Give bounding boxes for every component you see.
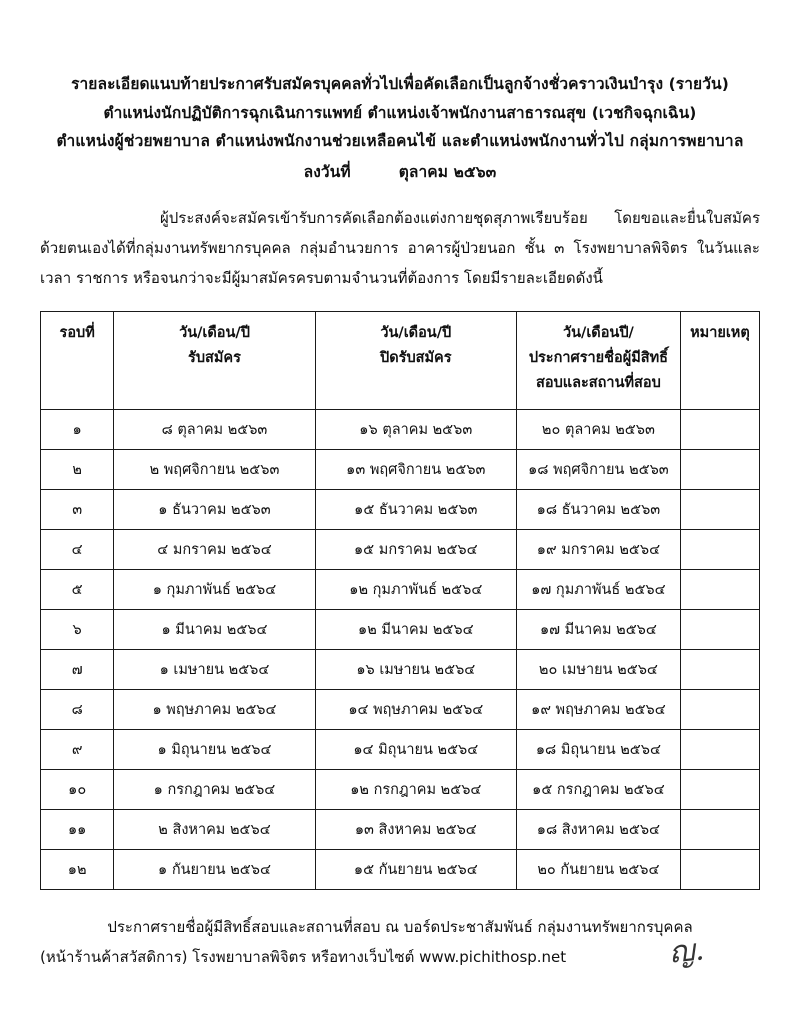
cell-open: ๒ พฤศจิกายน ๒๕๖๓ bbox=[114, 449, 315, 489]
cell-note bbox=[680, 689, 759, 729]
intro-line-2: ด้วยตนเองได้ที่กลุ่มงานทรัพยากรบุคคล กลุ่มอำนวยการ อาคารผู้ป่วยนอก ชั้น ๓ โรงพยาบาลพิจิตร ในวันและเวลา bbox=[40, 238, 760, 287]
date-prefix-label: ลงวันที่ bbox=[303, 163, 351, 182]
cell-announce: ๑๗ มีนาคม ๒๕๖๔ bbox=[516, 609, 680, 649]
cell-announce: ๒๐ ตุลาคม ๒๕๖๓ bbox=[516, 409, 680, 449]
cell-round: ๑ bbox=[41, 409, 114, 449]
table-row bbox=[41, 609, 760, 649]
cell-close: ๑๒ มีนาคม ๒๕๖๔ bbox=[315, 609, 516, 649]
cell-open: ๑ ธันวาคม ๒๕๖๓ bbox=[114, 489, 315, 529]
cell-round: ๑๑ bbox=[41, 809, 114, 849]
cell-announce: ๑๘ พฤศจิกายน ๒๕๖๓ bbox=[516, 449, 680, 489]
cell-close: ๑๔ มิถุนายน ๒๕๖๔ bbox=[315, 729, 516, 769]
table-row bbox=[41, 409, 760, 449]
cell-open: ๑ กุมภาพันธ์ ๒๕๖๔ bbox=[114, 569, 315, 609]
cell-round: ๑๒ bbox=[41, 849, 114, 889]
cell-close: ๑๒ กุมภาพันธ์ ๒๕๖๔ bbox=[315, 569, 516, 609]
cell-round: ๖ bbox=[41, 609, 114, 649]
table-row bbox=[41, 769, 760, 809]
cell-open: ๑ เมษายน ๒๕๖๔ bbox=[114, 649, 315, 689]
cell-close: ๑๖ ตุลาคม ๒๕๖๓ bbox=[315, 409, 516, 449]
footer-line-1: ประกาศรายชื่อผู้มีสิทธิ์สอบและสถานที่สอบ ณ บอร์ดประชาสัมพันธ์ กลุ่มงานทรัพยากรบุคคล bbox=[107, 917, 693, 936]
cell-open: ๑ พฤษภาคม ๒๕๖๔ bbox=[114, 689, 315, 729]
cell-close: ๑๓ พฤศจิกายน ๒๕๖๓ bbox=[315, 449, 516, 489]
intro-line-1: ผู้ประสงค์จะสมัครเข้ารับการคัดเลือกต้องแต่งกายชุดสุภาพเรียบร้อย โดยขอและยื่นใบสมัคร bbox=[160, 208, 760, 227]
footer-line-2: (หน้าร้านค้าสวัสดิการ) โรงพยาบาลพิจิตร หรือทางเว็บไซต์ www.pichithosp.net bbox=[40, 947, 567, 966]
cell-close: ๑๕ มกราคม ๒๕๖๔ bbox=[315, 529, 516, 569]
cell-round: ๔ bbox=[41, 529, 114, 569]
header-line-3: ตำแหน่งผู้ช่วยพยาบาล ตำแหน่งพนักงานช่วยเหลือคนไข้ และตำแหน่งพนักงานทั่วไป กลุ่มการพยาบาล bbox=[56, 132, 744, 151]
intro-line-3: ราชการ หรือจนกว่าจะมีผู้มาสมัครครบตามจำนวนที่ต้องการ โดยมีรายละเอียดดังนี้ bbox=[75, 268, 603, 287]
document-footer bbox=[40, 912, 760, 972]
cell-close: ๑๕ ธันวาคม ๒๕๖๓ bbox=[315, 489, 516, 529]
date-value: ตุลาคม ๒๕๖๓ bbox=[398, 163, 497, 182]
cell-close: ๑๖ เมษายน ๒๕๖๔ bbox=[315, 649, 516, 689]
header-line-1: รายละเอียดแนบท้ายประกาศรับสมัครบุคคลทั่วไปเพื่อคัดเลือกเป็นลูกจ้างชั่วคราวเงินบำรุง (รายวัน) bbox=[71, 75, 729, 93]
cell-announce: ๑๗ กุมภาพันธ์ ๒๕๖๔ bbox=[516, 569, 680, 609]
cell-close: ๑๒ กรกฎาคม ๒๕๖๔ bbox=[315, 769, 516, 809]
cell-announce: ๒๐ เมษายน ๒๕๖๔ bbox=[516, 649, 680, 689]
table-row bbox=[41, 689, 760, 729]
cell-close: ๑๓ สิงหาคม ๒๕๖๔ bbox=[315, 809, 516, 849]
cell-announce: ๑๕ กรกฎาคม ๒๕๖๔ bbox=[516, 769, 680, 809]
cell-note bbox=[680, 849, 759, 889]
table-row bbox=[41, 849, 760, 889]
cell-note bbox=[680, 489, 759, 529]
column-header-open: วัน/เดือน/ปี รับสมัคร bbox=[114, 311, 315, 409]
cell-open: ๑ มิถุนายน ๒๕๖๔ bbox=[114, 729, 315, 769]
cell-round: ๓ bbox=[41, 489, 114, 529]
column-header-round: รอบที่ bbox=[41, 311, 114, 409]
table-row bbox=[41, 489, 760, 529]
cell-open: ๑ มีนาคม ๒๕๖๔ bbox=[114, 609, 315, 649]
cell-announce: ๑๙ มกราคม ๒๕๖๔ bbox=[516, 529, 680, 569]
cell-note bbox=[680, 569, 759, 609]
cell-close: ๑๕ กันยายน ๒๕๖๔ bbox=[315, 849, 516, 889]
schedule-table bbox=[40, 311, 760, 890]
cell-announce: ๑๘ มิถุนายน ๒๕๖๔ bbox=[516, 729, 680, 769]
cell-note bbox=[680, 729, 759, 769]
cell-round: ๙ bbox=[41, 729, 114, 769]
table-head bbox=[41, 311, 760, 409]
cell-note bbox=[680, 809, 759, 849]
document-header bbox=[40, 70, 760, 187]
table-row bbox=[41, 729, 760, 769]
table-row bbox=[41, 529, 760, 569]
cell-open: ๔ มกราคม ๒๕๖๔ bbox=[114, 529, 315, 569]
table-row bbox=[41, 569, 760, 609]
cell-announce: ๑๘ ธันวาคม ๒๕๖๓ bbox=[516, 489, 680, 529]
table-row bbox=[41, 449, 760, 489]
cell-round: ๒ bbox=[41, 449, 114, 489]
column-header-announce: วัน/เดือนปี/ ประกาศรายชื่อผู้มีสิทธิ์ สอบและสถานที่สอบ bbox=[516, 311, 680, 409]
cell-note bbox=[680, 449, 759, 489]
cell-announce: ๑๙ พฤษภาคม ๒๕๖๔ bbox=[516, 689, 680, 729]
header-date-line bbox=[40, 158, 760, 187]
table-row bbox=[41, 809, 760, 849]
table-row bbox=[41, 649, 760, 689]
cell-round: ๑๐ bbox=[41, 769, 114, 809]
signature-mark: ญ. bbox=[667, 932, 706, 971]
cell-close: ๑๔ พฤษภาคม ๒๕๖๔ bbox=[315, 689, 516, 729]
cell-note bbox=[680, 649, 759, 689]
cell-note bbox=[680, 609, 759, 649]
cell-open: ๒ สิงหาคม ๒๕๖๔ bbox=[114, 809, 315, 849]
cell-note bbox=[680, 529, 759, 569]
cell-round: ๕ bbox=[41, 569, 114, 609]
column-header-note: หมายเหตุ bbox=[680, 311, 759, 409]
table-body bbox=[41, 409, 760, 889]
header-line-2: ตำแหน่งนักปฏิบัติการฉุกเฉินการแพทย์ ตำแหน่งเจ้าพนักงานสาธารณสุข (เวชกิจฉุกเฉิน) bbox=[103, 103, 697, 122]
intro-paragraph bbox=[40, 203, 760, 293]
cell-note bbox=[680, 409, 759, 449]
column-header-close: วัน/เดือน/ปี ปิดรับสมัคร bbox=[315, 311, 516, 409]
cell-note bbox=[680, 769, 759, 809]
table-header-row bbox=[41, 311, 760, 409]
cell-announce: ๒๐ กันยายน ๒๕๖๔ bbox=[516, 849, 680, 889]
cell-announce: ๑๘ สิงหาคม ๒๕๖๔ bbox=[516, 809, 680, 849]
cell-round: ๗ bbox=[41, 649, 114, 689]
cell-open: ๑ กันยายน ๒๕๖๔ bbox=[114, 849, 315, 889]
cell-open: ๘ ตุลาคม ๒๕๖๓ bbox=[114, 409, 315, 449]
cell-round: ๘ bbox=[41, 689, 114, 729]
cell-open: ๑ กรกฎาคม ๒๕๖๔ bbox=[114, 769, 315, 809]
